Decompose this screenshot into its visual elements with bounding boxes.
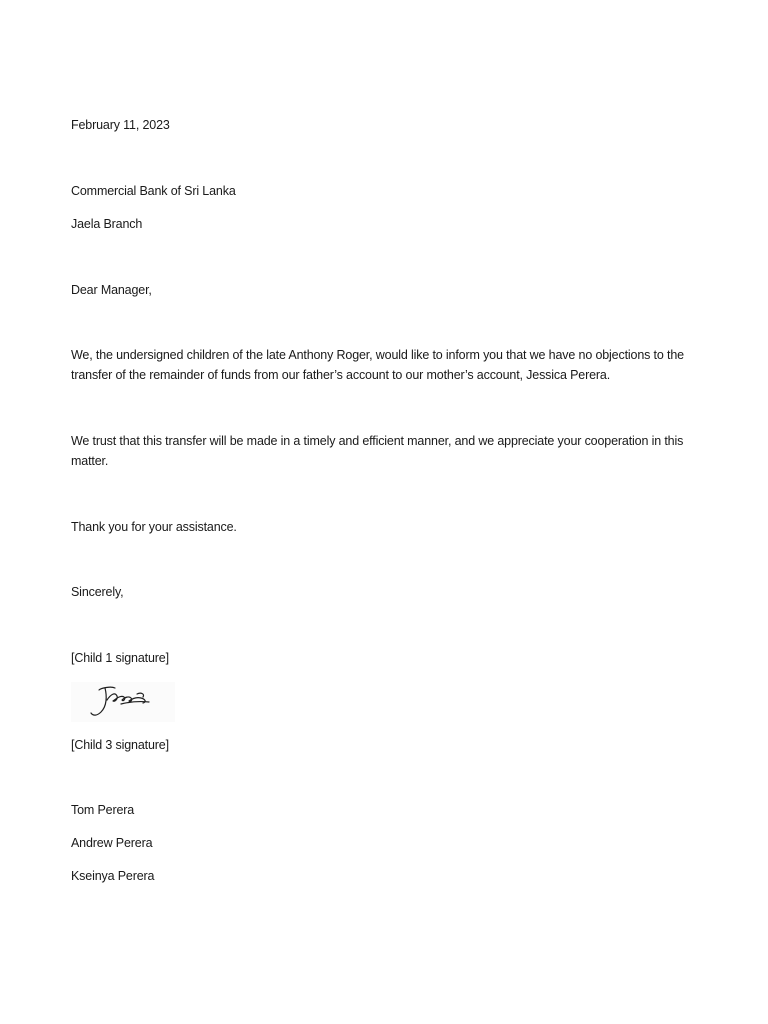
- child3-signature-placeholder: [Child 3 signature]: [71, 738, 169, 752]
- signatory-name-1: Tom Perera: [71, 803, 135, 817]
- recipient-name: Commercial Bank of Sri Lanka: [71, 184, 236, 198]
- closing: Sincerely,: [71, 585, 124, 599]
- handwritten-signature-icon: [71, 682, 175, 722]
- recipient-branch: Jaela Branch: [71, 217, 143, 231]
- salutation: Dear Manager,: [71, 283, 152, 297]
- child1-signature-placeholder: [Child 1 signature]: [71, 651, 169, 665]
- body-paragraph-1: We, the undersigned children of the late Anthony Roger, would like to inform you that we have no objections to the transfer of the remainder of funds from our father’s account to our mother’s account, Jessica Perera.: [71, 348, 684, 382]
- body-paragraph-2: We trust that this transfer will be made in a timely and efficient manner, and we appreciate your cooperation in this matter.: [71, 434, 684, 468]
- body-paragraph-3: Thank you for your assistance.: [71, 520, 237, 534]
- signatory-name-3: Kseinya Perera: [71, 869, 155, 883]
- signatory-name-2: Andrew Perera: [71, 836, 153, 850]
- letter-date: February 11, 2023: [71, 118, 170, 132]
